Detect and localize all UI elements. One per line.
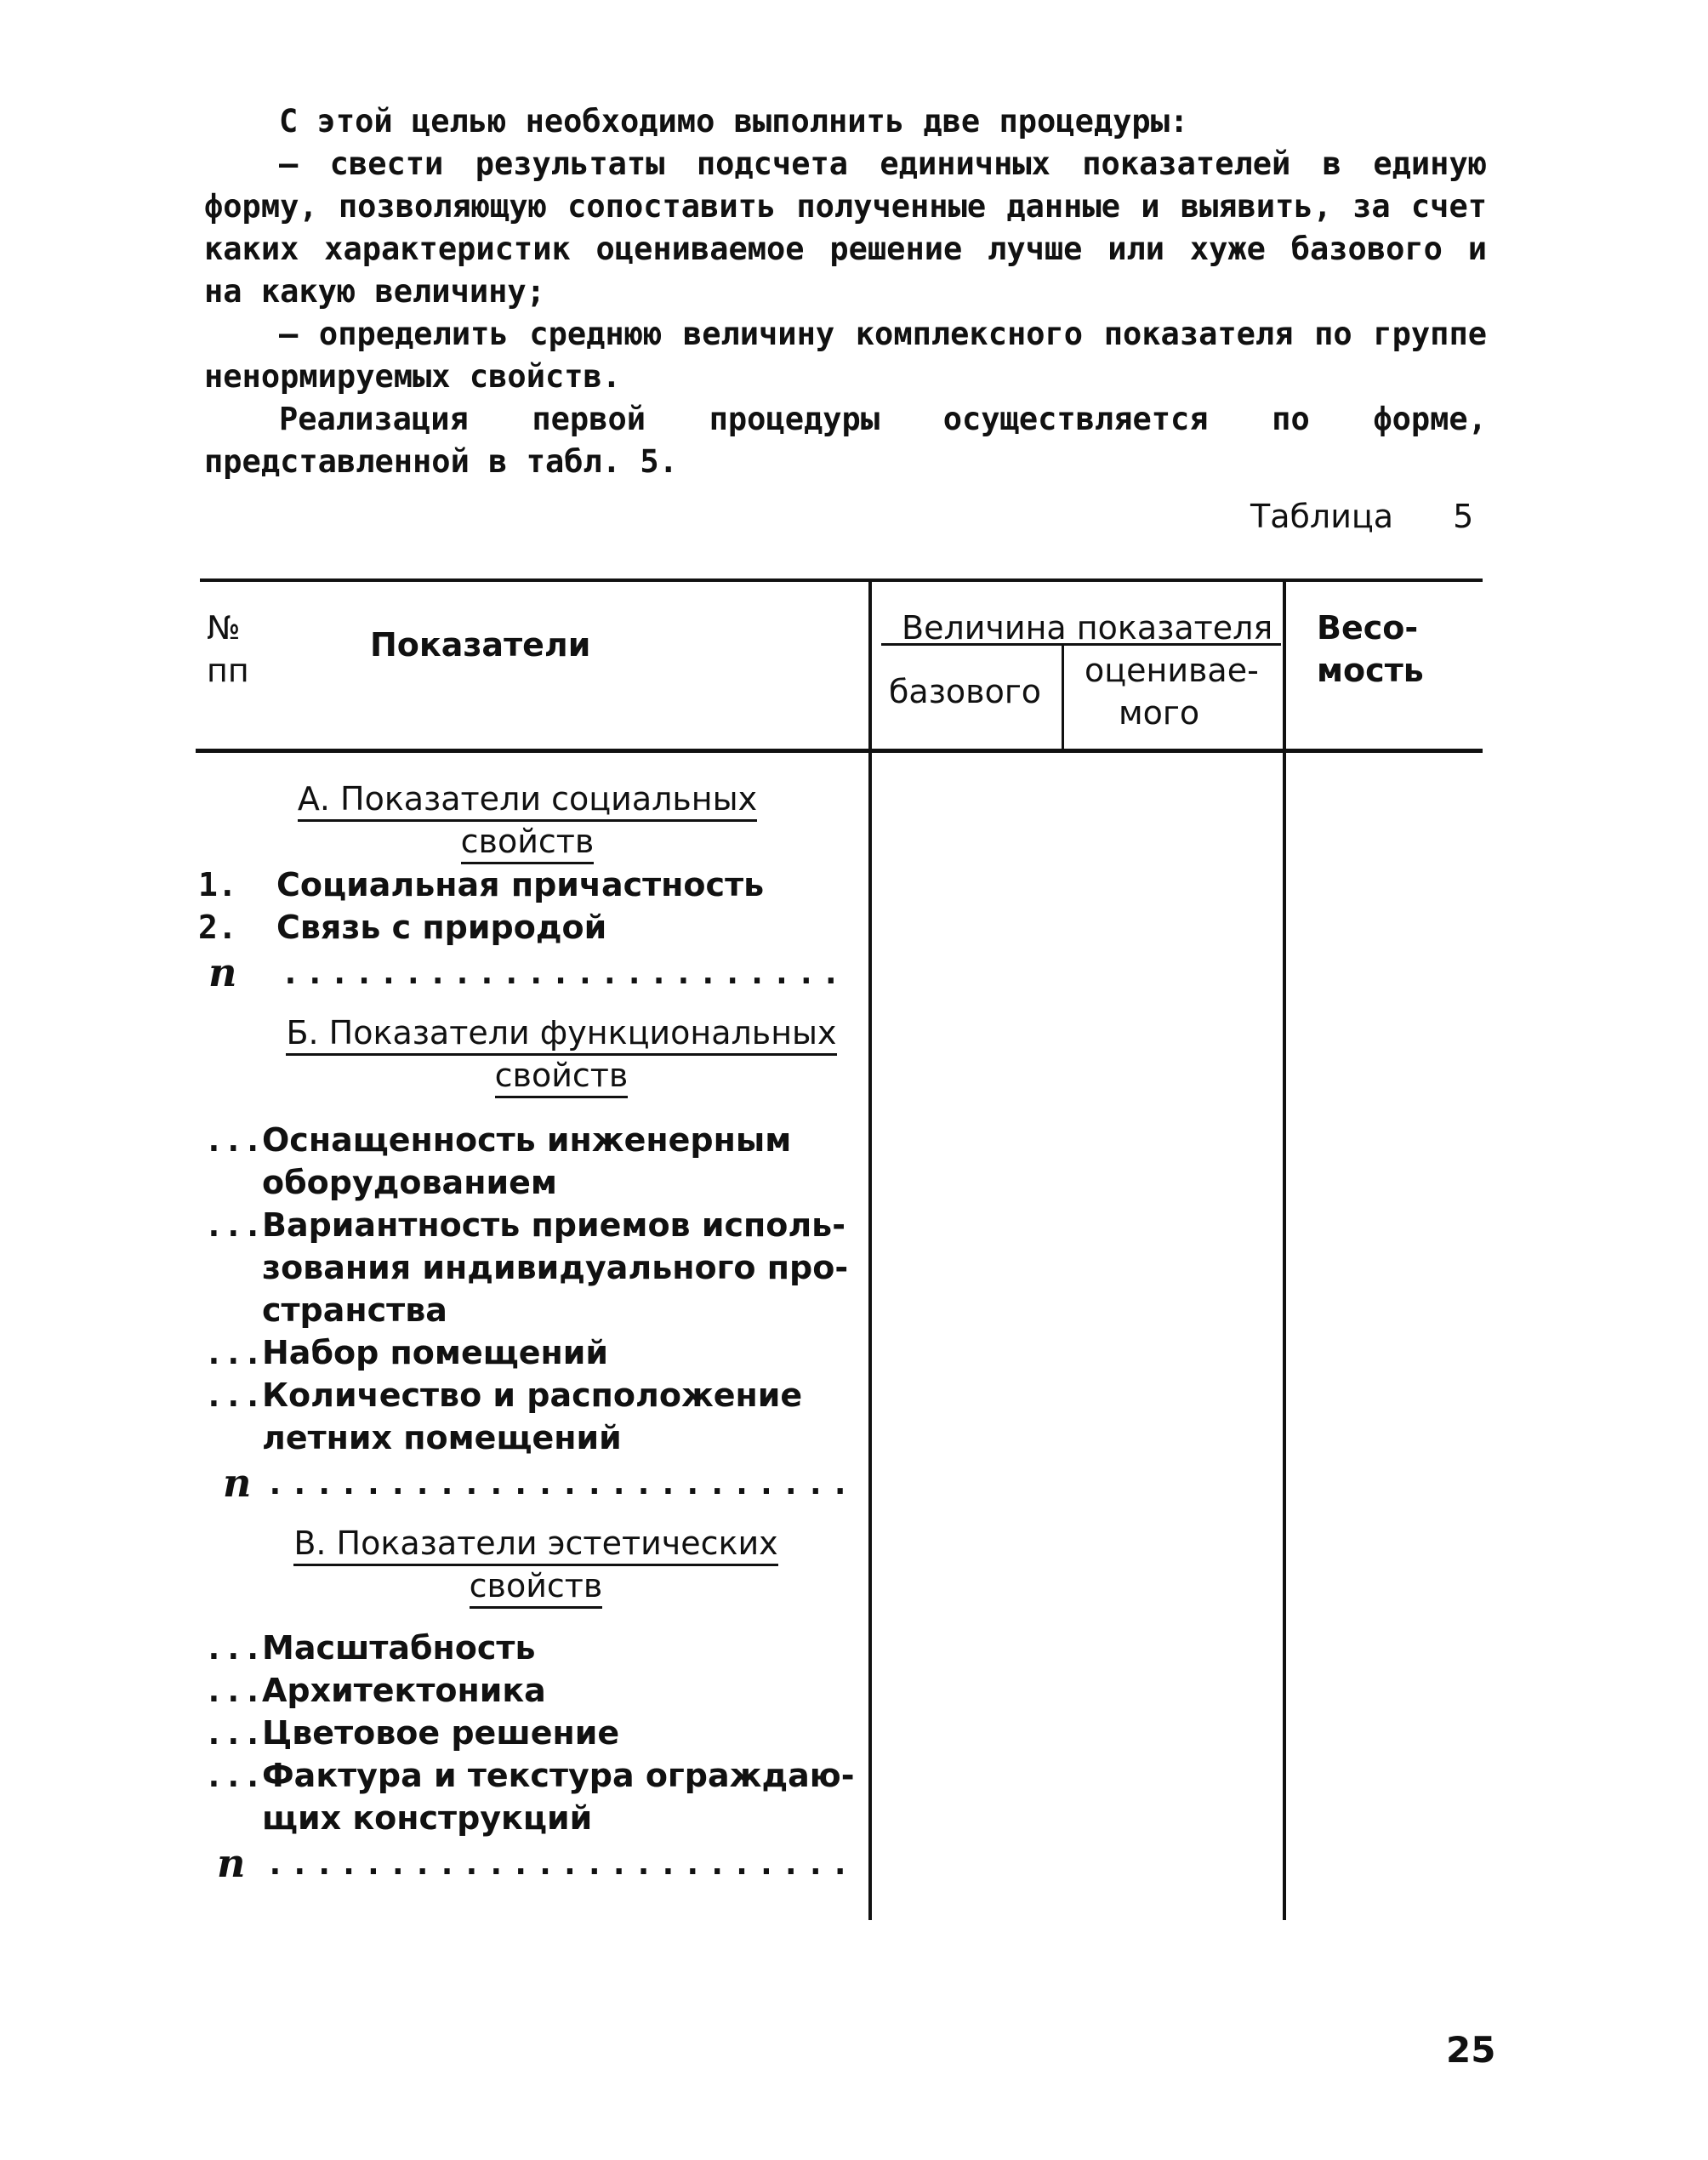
intro-item-2: – определить среднюю величину комплексного показателя по группе ненормируемых свойств. [204, 316, 1487, 395]
section-c-title [255, 1523, 817, 1564]
dotted-leader: ........................ [265, 1464, 856, 1502]
indicator-text: Количество и расположение [262, 1376, 803, 1414]
intro-paragraph-2: Реализация первой процедуры осуществляется по форме, представленной в табл. 5. [204, 401, 1487, 480]
section-b-title-line-2: свойств [495, 1057, 629, 1098]
indicator-text: Связь с природой [276, 909, 607, 946]
section-c-title-line-2: свойств [470, 1567, 603, 1609]
header-value: Величина показателя [902, 609, 1273, 647]
indicator-text: странства [262, 1291, 447, 1329]
row-number: ... [204, 1672, 263, 1709]
section-a-title [272, 778, 783, 820]
section-c-title-2 [255, 1565, 817, 1607]
header-num-line-1: № [207, 609, 241, 647]
dotted-leader: ....................... [281, 954, 846, 991]
section-c-title-line-1: В. Показатели эстетических [293, 1525, 777, 1566]
indicator-text: Оснащенность инженерным [262, 1121, 792, 1159]
indicator-text: Масштабность [262, 1629, 536, 1667]
indicator-text: оборудованием [262, 1164, 557, 1201]
table-caption-number: 5 [1453, 498, 1474, 535]
row-number: ... [204, 1757, 263, 1794]
header-eval-line-1: оценивае- [1085, 652, 1259, 689]
n-mark: n [208, 949, 237, 995]
table-caption-label: Таблица [1250, 498, 1394, 535]
row-number: ... [204, 1121, 263, 1159]
section-b-title-2 [255, 1055, 868, 1097]
header-base: базового [889, 673, 1042, 710]
header-eval-line-2: мого [1119, 694, 1200, 732]
section-b-title [255, 1012, 868, 1054]
header-num-line-2: пп [207, 652, 249, 689]
row-number: ... [204, 1206, 263, 1244]
indicator-text: Фактура и текстура ограждаю- [262, 1757, 855, 1794]
indicator-text: летних помещений [262, 1419, 622, 1456]
n-mark: n [217, 1840, 246, 1886]
header-weight-line-2: мость [1317, 652, 1424, 689]
indicator-text: зования индивидуального про- [262, 1249, 849, 1286]
column-divider-sub [1062, 645, 1064, 750]
indicator-text: Набор помещений [262, 1334, 608, 1371]
table-top-rule [200, 578, 1483, 582]
section-a-title-line-1: А. Показатели социальных [298, 780, 757, 822]
dotted-leader: ........................ [265, 1844, 856, 1882]
column-divider-1 [868, 582, 872, 1920]
row-number: ... [204, 1714, 263, 1752]
indicator-text: Цветовое решение [262, 1714, 620, 1752]
page-number: 25 [1446, 2029, 1496, 2071]
row-number: ... [204, 1334, 263, 1371]
section-a-title-line-2: свойств [461, 823, 595, 864]
intro-item-1: – свести результаты подсчета единичных показателей в единую форму, позволяющую сопоставить полученные данные и выявить, за счет каких характеристик оцениваемое решение лучше или хуже базового и на какую величину; [204, 145, 1487, 310]
indicator-text: щих конструкций [262, 1799, 593, 1837]
header-indicators: Показатели [370, 626, 591, 664]
table-header-bottom-rule [196, 749, 1483, 753]
table-caption [1250, 498, 1473, 535]
indicator-text: Архитектоника [262, 1672, 546, 1709]
indicator-text: Вариантность приемов исполь- [262, 1206, 845, 1244]
header-weight-line-1: Весо- [1317, 609, 1419, 647]
row-number: ... [204, 1629, 263, 1667]
row-number: 2. [198, 909, 237, 946]
intro-line-1: С этой целью необходимо выполнить две процедуры: [279, 103, 1189, 140]
column-divider-2 [1283, 582, 1286, 1920]
section-a-title-2 [272, 821, 783, 863]
row-number: 1. [198, 866, 237, 903]
n-mark: n [223, 1460, 252, 1506]
section-b-title-line-1: Б. Показатели функциональных [286, 1014, 836, 1056]
indicator-text: Социальная причастность [276, 866, 765, 903]
row-number: ... [204, 1376, 263, 1414]
